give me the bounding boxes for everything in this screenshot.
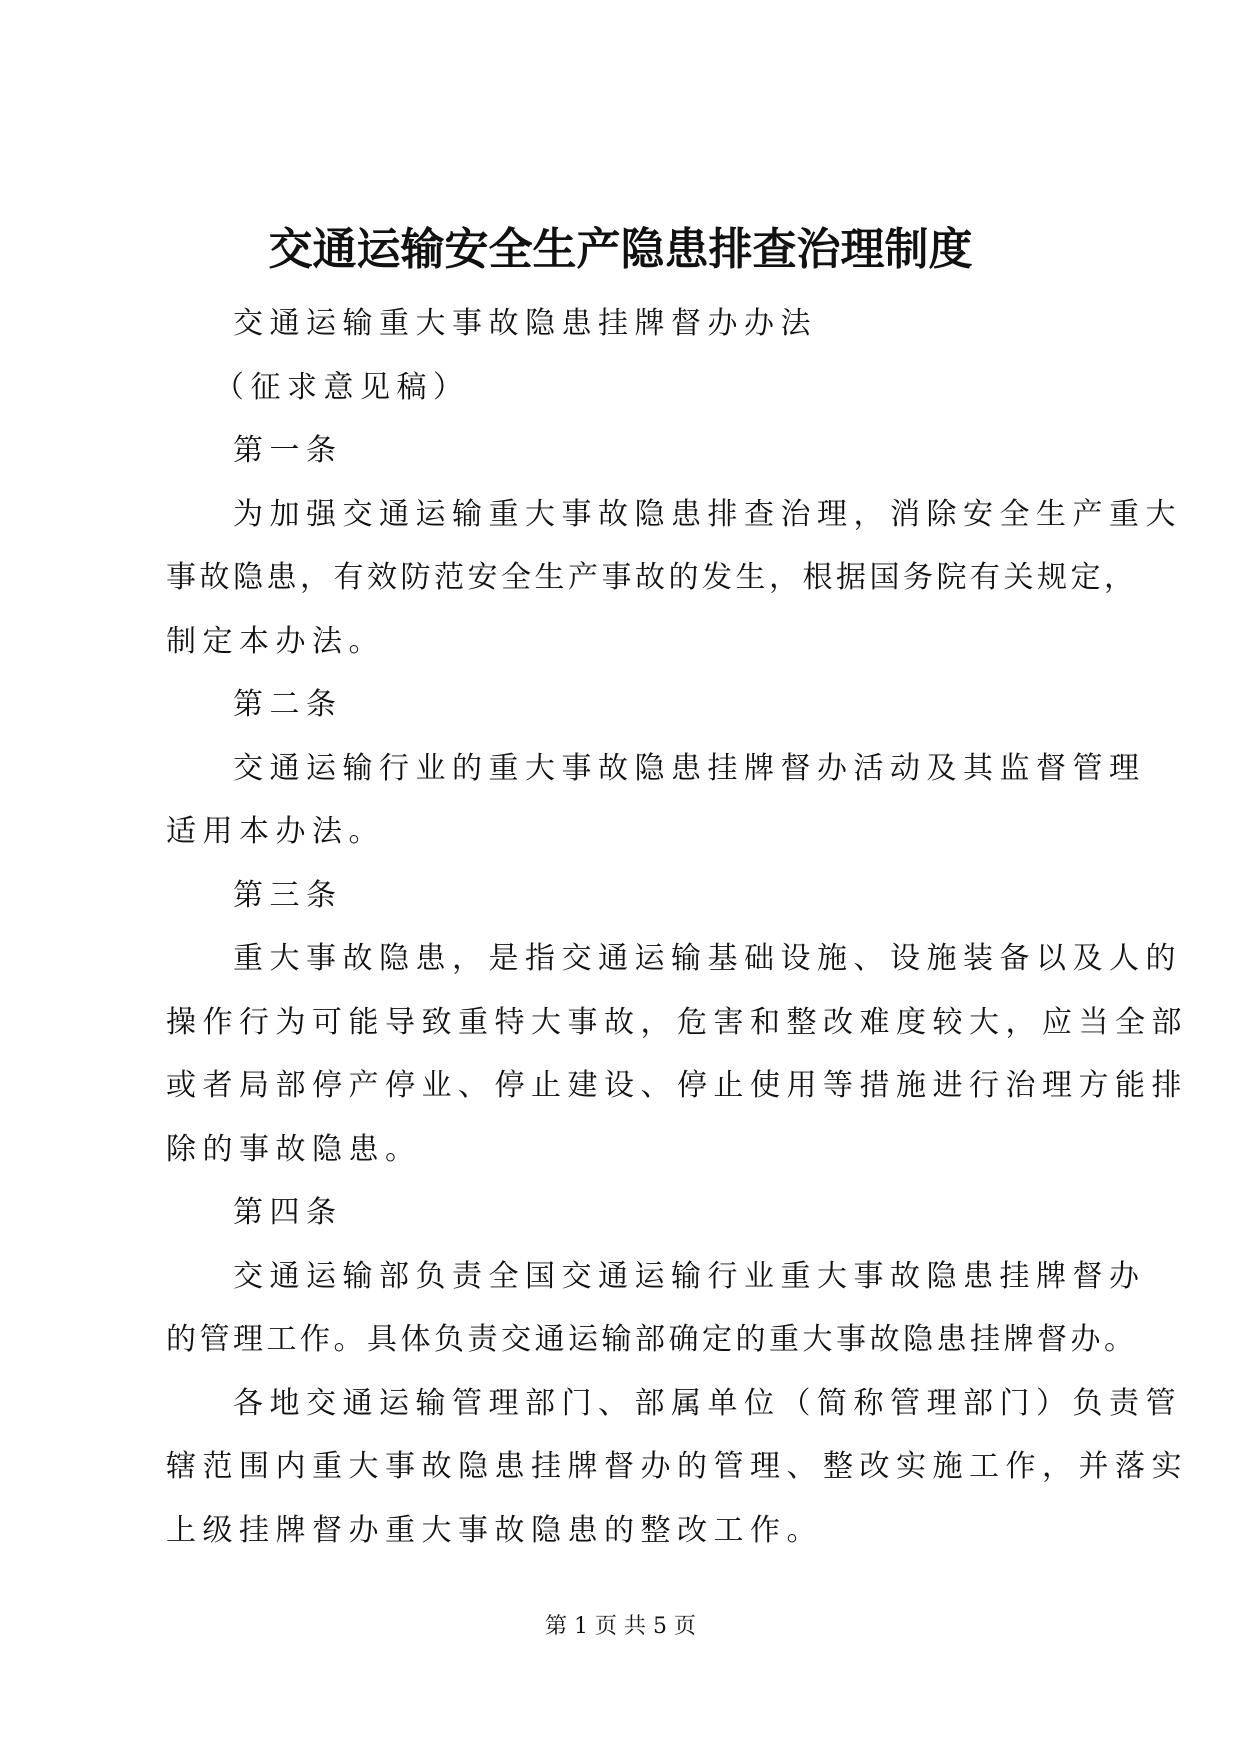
document-body	[166, 292, 1188, 1562]
article-4-text: 辖范围内重大事故隐患挂牌督办的管理、整改实施工作，并落实	[166, 1449, 1188, 1484]
article-4-text: 交通运输部负责全国交通运输行业重大事故隐患挂牌督办	[233, 1258, 1146, 1294]
article-1-text: 事故隐患，有效防范安全生产事故的发生，根据国务院有关规定，	[166, 560, 1138, 595]
page-number: 第 1 页 共 5 页	[545, 1614, 696, 1639]
subtitle: 交通运输重大事故隐患挂牌督办办法	[233, 306, 817, 341]
article-heading-3: 第三条	[233, 877, 343, 913]
article-4-text: 各地交通运输管理部门、部属单位（简称管理部门）负责管	[233, 1385, 1182, 1421]
document-title: 交通运输安全生产隐患排查治理制度	[268, 224, 973, 275]
article-2-text: 交通运输行业的重大事故隐患挂牌督办活动及其监督管理	[233, 750, 1146, 786]
article-3-text: 或者局部停产停业、停止建设、停止使用等措施进行治理方能排	[166, 1068, 1188, 1103]
article-heading-2: 第二条	[233, 687, 343, 722]
draft-note: （征求意见稿）	[214, 369, 470, 405]
article-3-text: 除的事故隐患。	[166, 1131, 422, 1167]
article-3-text: 操作行为可能导致重特大事故，危害和整改难度较大，应当全部	[166, 1004, 1188, 1040]
article-4-text: 的管理工作。具体负责交通运输部确定的重大事故隐患挂牌督办。	[166, 1322, 1138, 1357]
article-3-text: 重大事故隐患，是指交通运输基础设施、设施装备以及人的	[233, 941, 1182, 976]
article-4-text: 上级挂牌督办重大事故隐患的整改工作。	[166, 1512, 823, 1548]
article-2-text: 适用本办法。	[166, 814, 385, 849]
article-heading-4: 第四条	[233, 1195, 343, 1230]
article-1-text: 为加强交通运输重大事故隐患排查治理，消除安全生产重大	[233, 496, 1182, 532]
article-1-text: 制定本办法。	[166, 623, 385, 659]
article-heading-1: 第一条	[233, 433, 343, 468]
